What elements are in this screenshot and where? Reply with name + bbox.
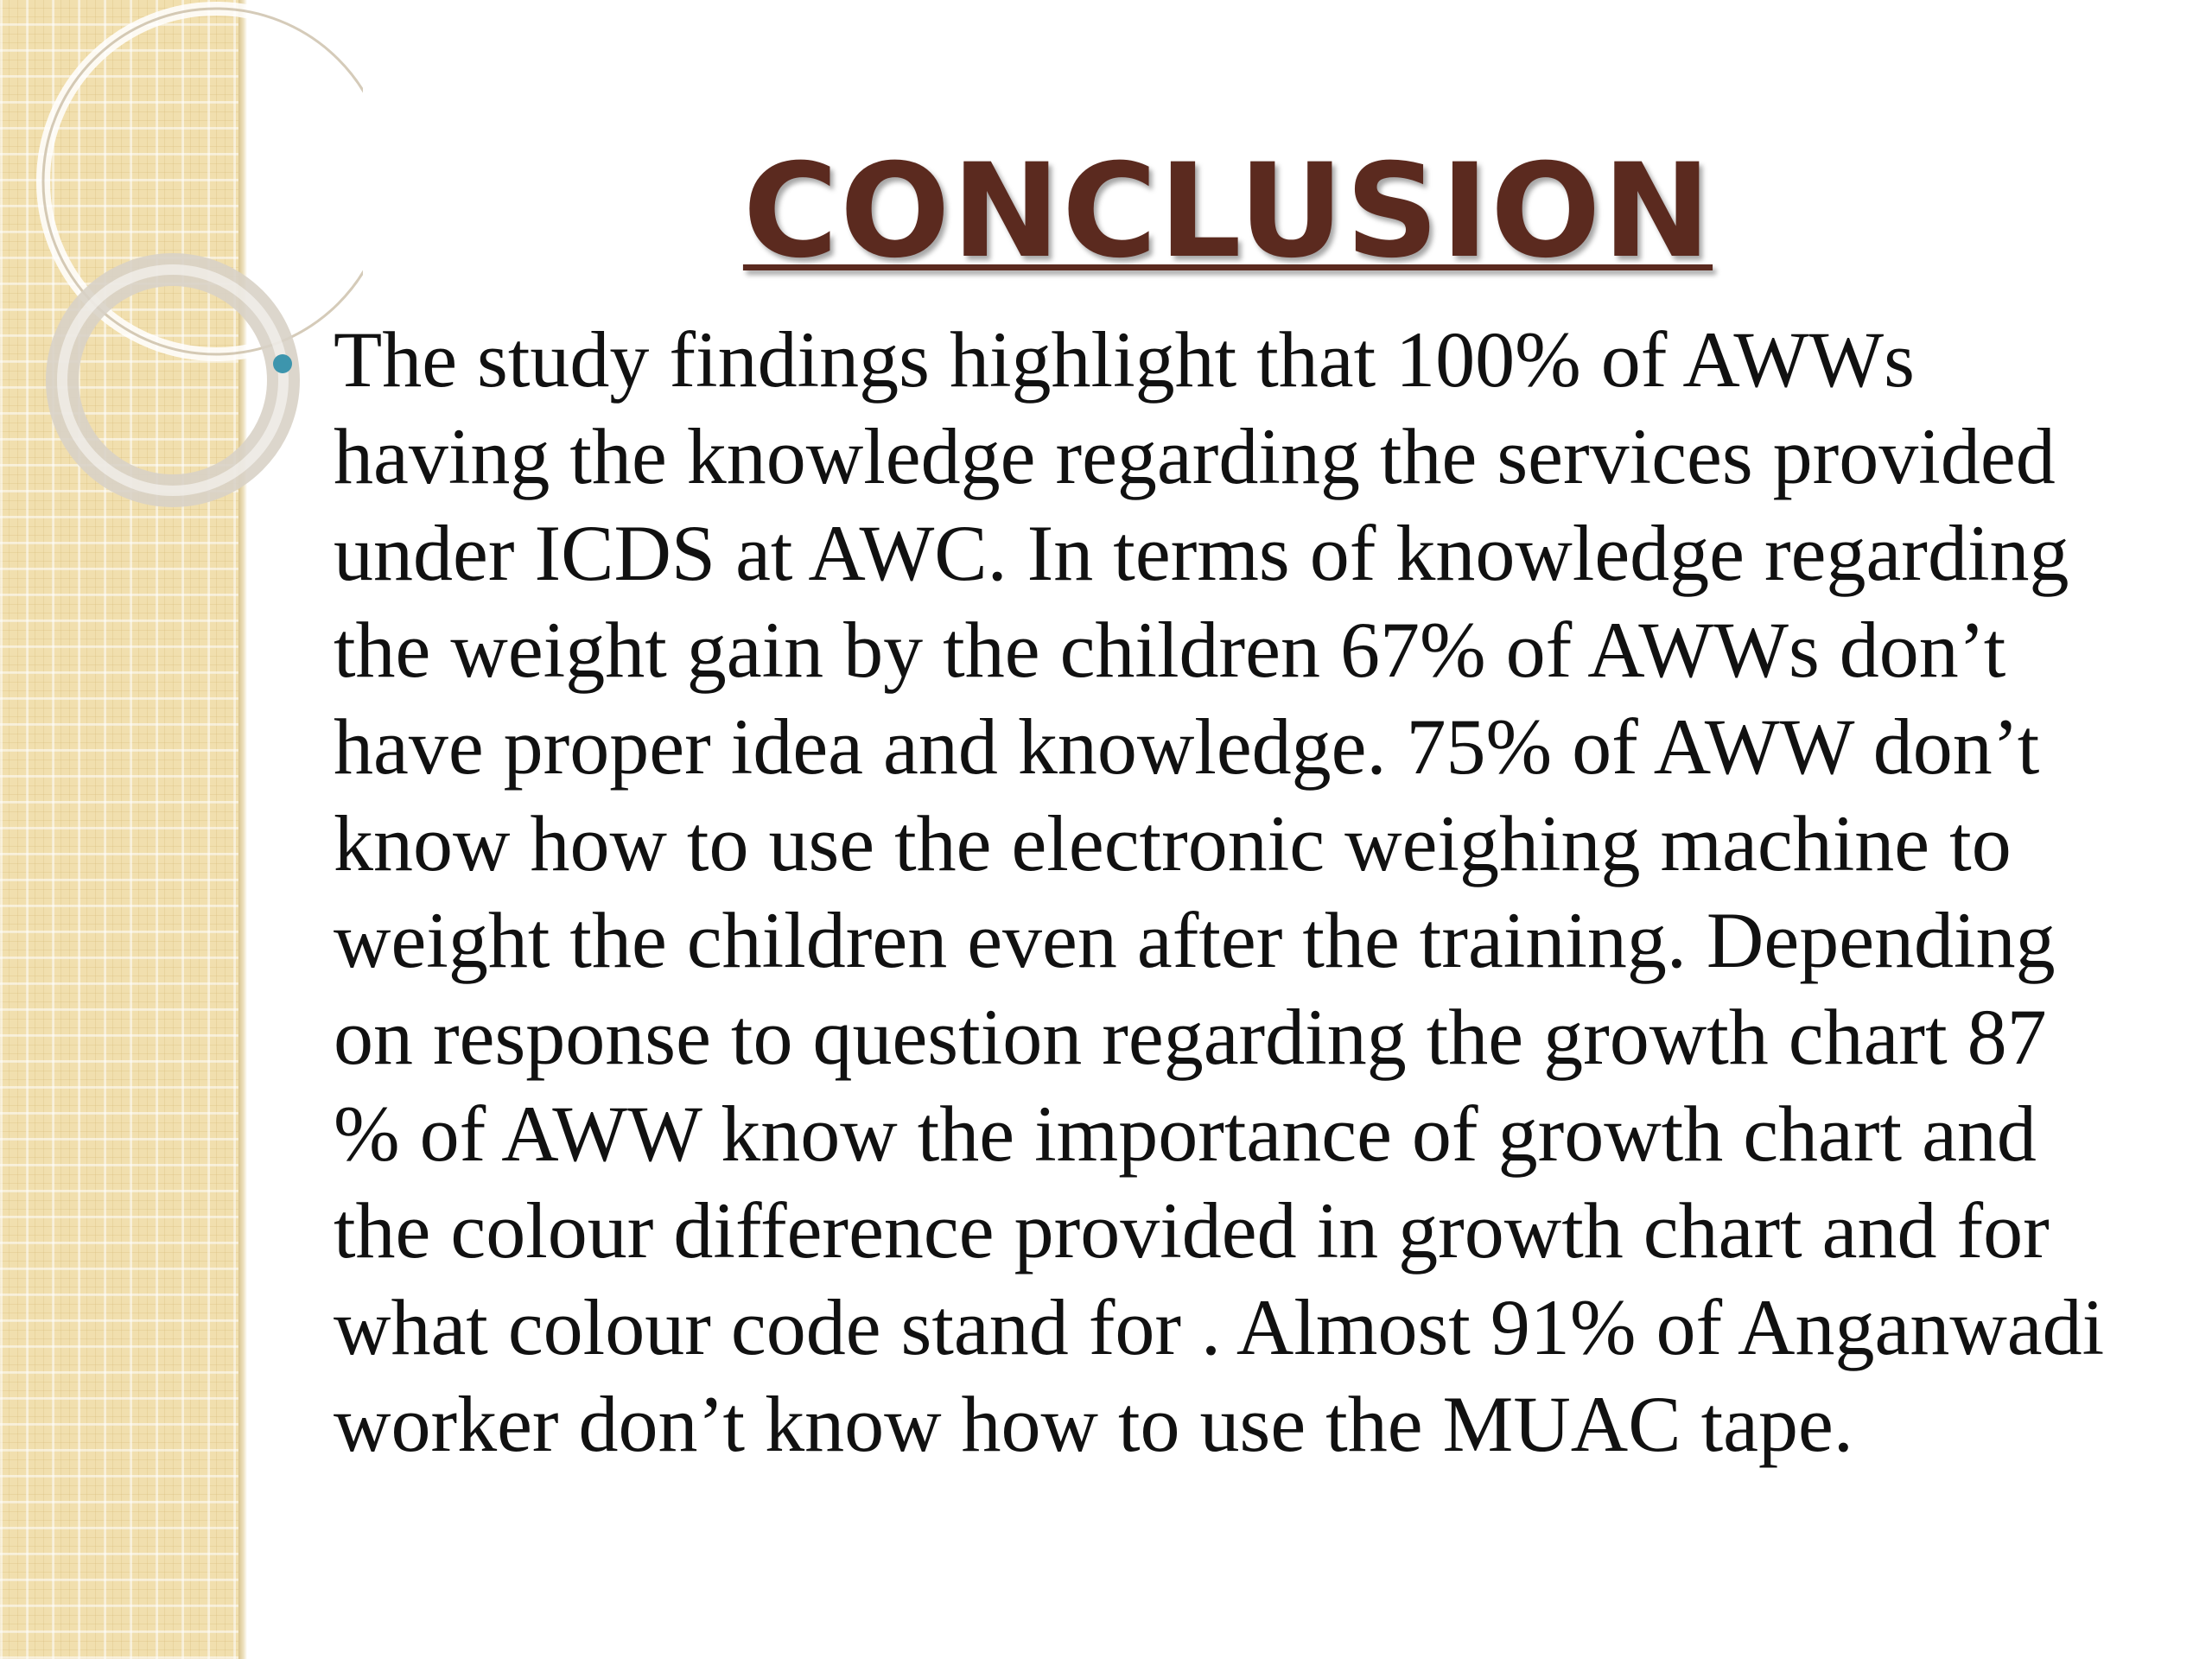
bullet-line: the colour difference provided in growth chart and for: [334, 1186, 2050, 1274]
bullet-line: have proper idea and knowledge. 75% of AWW don’t: [334, 702, 2040, 791]
bullet-line: % of AWW know the importance of growth chart and: [334, 1090, 2037, 1178]
bullet-line: under ICDS at AWC. In terms of knowledge regarding: [334, 509, 2069, 597]
slide-content: [259, 311, 2160, 1472]
bullet-line: The study findings highlight that 100% of AWWs: [334, 315, 1915, 404]
slide-title-text: CONCLUSION: [742, 137, 1713, 287]
bullet-line: worker don’t know how to use the MUAC tape.: [334, 1380, 1853, 1468]
bullet-text: [334, 311, 2160, 1472]
bullet-line: weight the children even after the training. Depending: [334, 896, 2056, 984]
bullet-item: [259, 311, 2160, 1472]
bullet-line: know how to use the electronic weighing machine to: [334, 799, 2012, 887]
bullet-line: the weight gain by the children 67% of AWWs don’t: [334, 606, 2006, 694]
bullet-line: having the knowledge regarding the services provided: [334, 412, 2056, 500]
bullet-icon: [273, 354, 292, 373]
slide-title: [244, 138, 2212, 285]
bullet-line: what colour code stand for . Almost 91% of Anganwadi: [334, 1283, 2105, 1371]
bullet-line: on response to question regarding the growth chart 87: [334, 993, 2047, 1081]
